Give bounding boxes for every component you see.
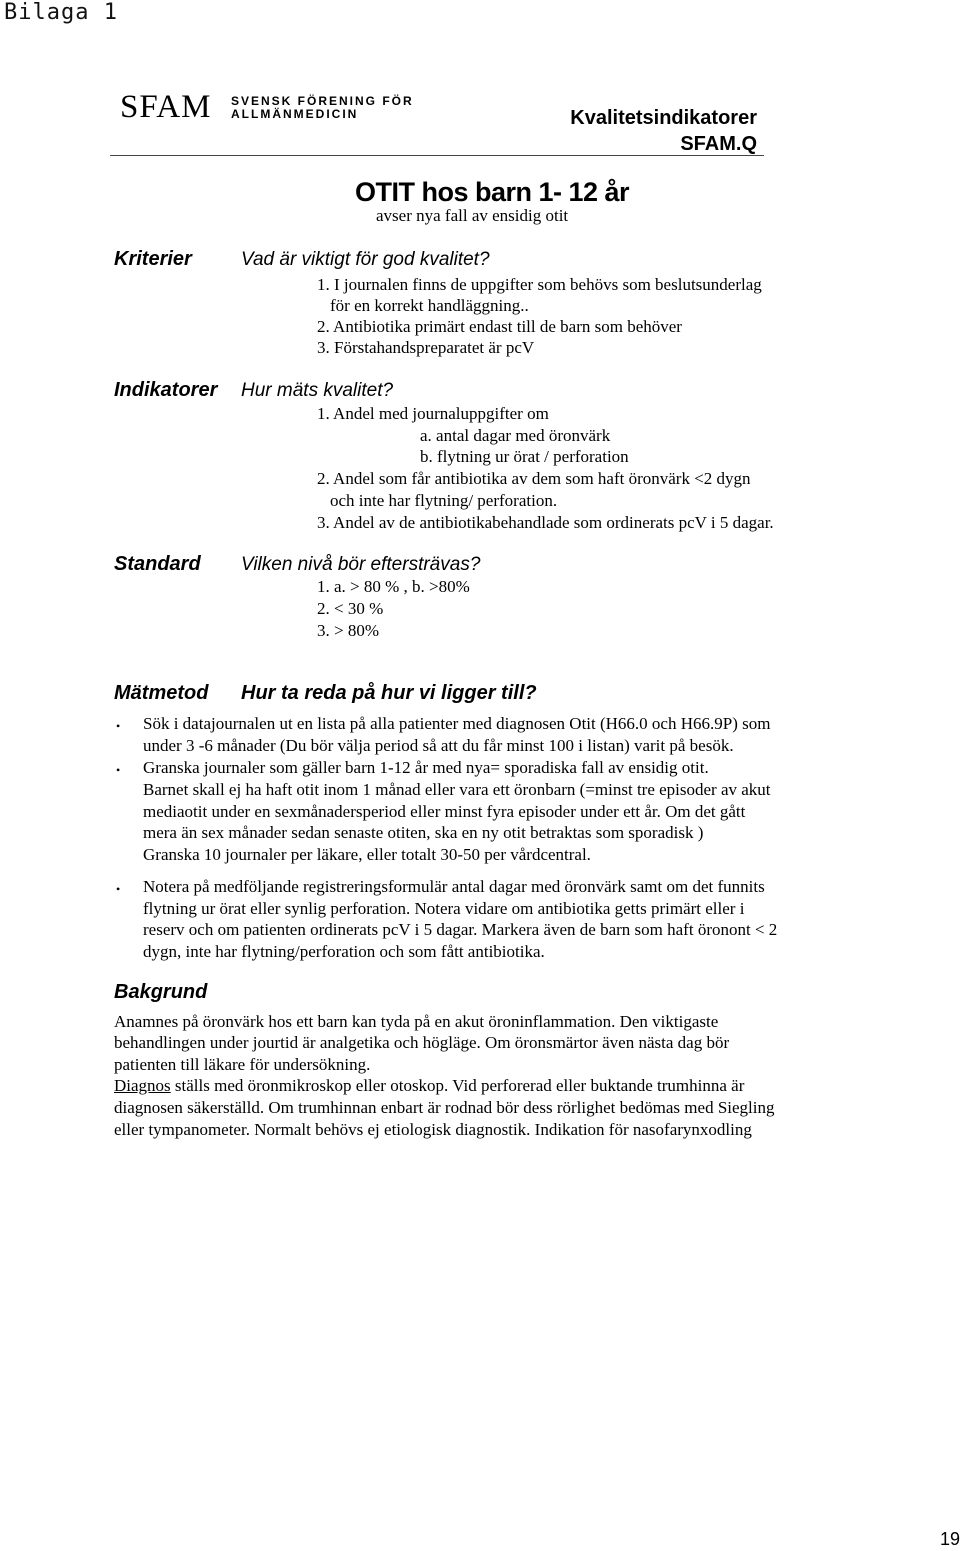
- kriterier-line: 1. I journalen finns de uppgifter som behövs som beslutsunderlag: [317, 275, 762, 294]
- section-question-indikatorer: Hur mäts kvalitet?: [241, 380, 394, 401]
- document-subtitle: avser nya fall av ensidig otit: [376, 206, 569, 225]
- section-label-matmetod: Mätmetod: [114, 682, 209, 704]
- indikatorer-line: 1. Andel med journaluppgifter om: [317, 404, 549, 423]
- header-divider: [110, 155, 764, 156]
- bakgrund-line: Anamnes på öronvärk hos ett barn kan tyda på en akut öroninflammation. Den viktigaste: [114, 1012, 719, 1031]
- matmetod-line: under 3 -6 månader (Du bör välja period så att du får minst 100 i listan) varit på besök.: [143, 736, 734, 755]
- section-label-indikatorer: Indikatorer: [114, 379, 218, 401]
- matmetod-line: dygn, inte har flytning/perforation och som fått antibiotika.: [143, 942, 545, 961]
- matmetod-line: mera än sex månader sedan senaste otiten, ska en ny otit betraktas som sporadisk ): [143, 823, 704, 842]
- matmetod-line: Granska 10 journaler per läkare, eller totalt 30-50 per vårdcentral.: [143, 845, 591, 864]
- section-question-kriterier: Vad är viktigt för god kvalitet?: [241, 249, 490, 270]
- sfam-logo: SFAM: [120, 89, 212, 125]
- matmetod-line: Granska journaler som gäller barn 1-12 år med nya= sporadiska fall av ensidig otit.: [143, 758, 709, 777]
- document-title: OTIT hos barn 1- 12 år: [355, 177, 630, 207]
- standard-line: 3. > 80%: [317, 621, 379, 640]
- section-question-matmetod: Hur ta reda på hur vi ligger till?: [241, 682, 537, 704]
- bakgrund-line: diagnosen säkerställd. Om trumhinnan enbart är rodnad bör dess rörlighet bedömas med Siegling: [114, 1098, 775, 1117]
- section-label-bakgrund: Bakgrund: [114, 981, 208, 1003]
- bullet-icon: •: [116, 719, 121, 733]
- section-label-standard: Standard: [114, 553, 201, 575]
- org-name-line2: ALLMÄNMEDICIN: [231, 107, 359, 121]
- bakgrund-diagnos-line: [114, 1076, 744, 1096]
- indikatorer-line: b. flytning ur örat / perforation: [420, 447, 629, 466]
- standard-line: 2. < 30 %: [317, 599, 384, 618]
- section-question-standard: Vilken nivå bör eftersträvas?: [241, 554, 481, 575]
- standard-line: 1. a. > 80 % , b. >80%: [317, 577, 470, 596]
- kriterier-line: 3. Förstahandspreparatet är pcV: [317, 338, 535, 357]
- bakgrund-line: eller tympanometer. Normalt behövs ej etiologisk diagnostik. Indikation för nasofarynxodling: [114, 1120, 752, 1139]
- bakgrund-line: behandlingen under jourtid är analgetika och högläge. Om öronsmärtor även nästa dag bör: [114, 1033, 730, 1052]
- kriterier-line: 2. Antibiotika primärt endast till de barn som behöver: [317, 317, 682, 336]
- header-title: Kvalitetsindikatorer: [570, 107, 757, 129]
- matmetod-line: reserv och om patienten ordinerats pcV i 5 dagar. Markera även de barn som haft öronont < 2: [143, 920, 778, 939]
- bakgrund-line: patienten till läkare för undersökning.: [114, 1055, 371, 1074]
- page-number: 19: [939, 1529, 960, 1549]
- page-label: Bilaga 1: [4, 0, 118, 25]
- indikatorer-line: och inte har flytning/ perforation.: [330, 491, 558, 510]
- matmetod-line: flytning ur örat eller synlig perforation. Notera vidare om antibiotika getts primärt eller i: [143, 899, 745, 918]
- bullet-icon: •: [116, 763, 121, 777]
- indikatorer-line: 3. Andel av de antibiotikabehandlade som ordinerats pcV i 5 dagar.: [317, 513, 774, 532]
- indikatorer-line: a. antal dagar med öronvärk: [420, 426, 611, 445]
- diagnos-term: Diagnos: [114, 1076, 171, 1095]
- matmetod-line: Barnet skall ej ha haft otit inom 1 månad eller vara ett öronbarn (=minst tre episoder av akut: [143, 780, 771, 799]
- matmetod-line: mediaotit under en sexmånadersperiod eller minst fyra episoder under ett år. Om det gått: [143, 802, 746, 821]
- header-code: SFAM.Q: [680, 133, 757, 155]
- matmetod-line: Sök i datajournalen ut en lista på alla patienter med diagnosen Otit (H66.0 och H66.9P) som: [143, 714, 771, 733]
- org-name-line1: SVENSK FÖRENING FÖR: [231, 94, 414, 108]
- indikatorer-line: 2. Andel som får antibiotika av dem som haft öronvärk <2 dygn: [317, 469, 751, 488]
- section-label-kriterier: Kriterier: [114, 248, 192, 270]
- diagnos-text: ställs med öronmikroskop eller otoskop. Vid perforerad eller buktande trumhinna är: [170, 1076, 745, 1095]
- kriterier-line: för en korrekt handläggning..: [330, 296, 529, 315]
- matmetod-line: Notera på medföljande registreringsformulär antal dagar med öronvärk samt om det funnits: [143, 877, 765, 896]
- bullet-icon: •: [116, 882, 121, 896]
